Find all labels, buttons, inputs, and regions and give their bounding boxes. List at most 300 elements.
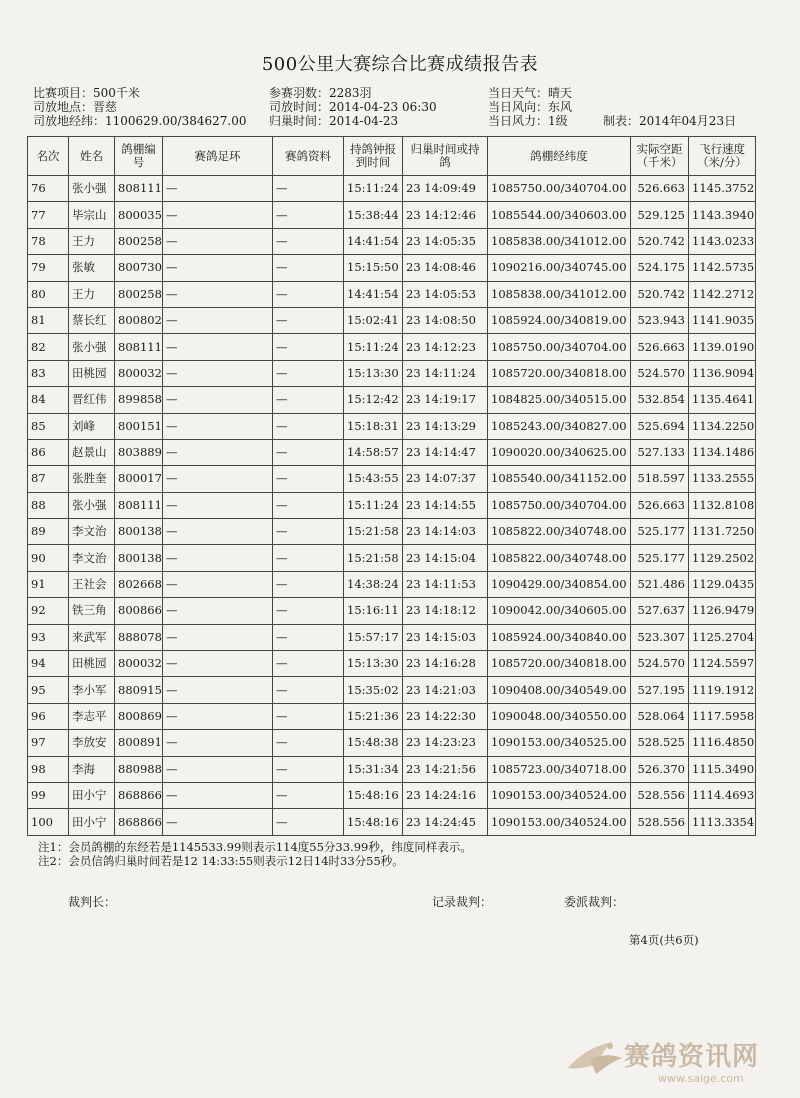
cell-loft-id: 880988 [115, 756, 163, 782]
cell-return-time: 23 14:21:56 [403, 756, 488, 782]
table-row [28, 519, 756, 545]
cell-coordinates: 1090153.00/340524.00 [488, 782, 631, 808]
table-row [28, 492, 756, 518]
cell-ring: — [163, 730, 273, 756]
cell-loft-id: 800258 [115, 281, 163, 307]
release-time: 司放时间：2014-04-23 06:30 [269, 100, 437, 114]
cell-speed: 1141.9035 [689, 307, 756, 333]
cell-rank: 79 [28, 255, 69, 281]
cell-ring: — [163, 228, 273, 254]
cell-ring: — [163, 360, 273, 386]
cell-rank: 82 [28, 334, 69, 360]
cell-coordinates: 1090408.00/340549.00 [488, 677, 631, 703]
cell-distance: 526.663 [631, 176, 689, 202]
cell-loft-id: 899858 [115, 387, 163, 413]
cell-name: 张小强 [69, 492, 115, 518]
cell-name: 王社会 [69, 571, 115, 597]
cell-name: 晋红伟 [69, 387, 115, 413]
cell-ring: — [163, 492, 273, 518]
cell-loft-id: 800258 [115, 228, 163, 254]
cell-loft-id: 808111 [115, 176, 163, 202]
results-body [28, 176, 756, 836]
cell-pigeon-info: — [273, 492, 344, 518]
watermark-url: www.saige.com [658, 1072, 744, 1085]
cell-ring: — [163, 545, 273, 571]
cell-pigeon-info: — [273, 782, 344, 808]
cell-loft-id: 802668 [115, 571, 163, 597]
cell-distance: 520.742 [631, 281, 689, 307]
cell-rank: 93 [28, 624, 69, 650]
col-clock-time: 持鸽钟报到时间 [344, 137, 403, 176]
cell-clock-time: 15:02:41 [344, 307, 403, 333]
table-row [28, 730, 756, 756]
cell-pigeon-info: — [273, 307, 344, 333]
cell-pigeon-info: — [273, 624, 344, 650]
cell-distance: 528.525 [631, 730, 689, 756]
chief-judge-label: 裁判长： [68, 895, 117, 909]
cell-return-time: 23 14:09:49 [403, 176, 488, 202]
col-distance: 实际空距（千米） [631, 137, 689, 176]
cell-clock-time: 15:11:24 [344, 176, 403, 202]
col-rank: 名次 [28, 137, 69, 176]
cell-rank: 84 [28, 387, 69, 413]
cell-clock-time: 15:38:44 [344, 202, 403, 228]
col-ring: 赛鸽足环 [163, 137, 273, 176]
cell-speed: 1136.9094 [689, 360, 756, 386]
cell-return-time: 23 14:12:46 [403, 202, 488, 228]
footnote-1: 注1：会员鸽棚的东经若是1145533.99则表示114度55分33.99秒，纬度同样表示。 [38, 840, 472, 854]
col-return-time: 归巢时间或持鸽 [403, 137, 488, 176]
table-row [28, 255, 756, 281]
cell-coordinates: 1085924.00/340819.00 [488, 307, 631, 333]
cell-name: 铁三角 [69, 598, 115, 624]
cell-ring: — [163, 782, 273, 808]
cell-distance: 527.637 [631, 598, 689, 624]
cell-coordinates: 1085822.00/340748.00 [488, 545, 631, 571]
cell-clock-time: 15:43:55 [344, 466, 403, 492]
cell-coordinates: 1090042.00/340605.00 [488, 598, 631, 624]
cell-coordinates: 1090153.00/340525.00 [488, 730, 631, 756]
cell-speed: 1131.7250 [689, 519, 756, 545]
cell-coordinates: 1085720.00/340818.00 [488, 651, 631, 677]
cell-name: 李文治 [69, 519, 115, 545]
cell-distance: 528.556 [631, 782, 689, 808]
cell-return-time: 23 14:12:23 [403, 334, 488, 360]
cell-return-time: 23 14:14:55 [403, 492, 488, 518]
table-row [28, 571, 756, 597]
cell-rank: 87 [28, 466, 69, 492]
cell-ring: — [163, 466, 273, 492]
table-row [28, 202, 756, 228]
cell-loft-id: 800151 [115, 413, 163, 439]
cell-speed: 1119.1912 [689, 677, 756, 703]
cell-rank: 80 [28, 281, 69, 307]
report-title: 500公里大赛综合比赛成绩报告表 [261, 54, 539, 75]
cell-coordinates: 1085720.00/340818.00 [488, 360, 631, 386]
cell-distance: 532.854 [631, 387, 689, 413]
cell-speed: 1143.0233 [689, 228, 756, 254]
cell-coordinates: 1085822.00/340748.00 [488, 519, 631, 545]
cell-loft-id: 800032 [115, 651, 163, 677]
cell-speed: 1125.2704 [689, 624, 756, 650]
release-location: 司放地点：晋慈 [33, 100, 118, 114]
cell-return-time: 23 14:15:03 [403, 624, 488, 650]
cell-rank: 91 [28, 571, 69, 597]
race-project: 比赛项目：500千米 [33, 86, 140, 100]
table-row [28, 307, 756, 333]
cell-speed: 1114.4693 [689, 782, 756, 808]
cell-pigeon-info: — [273, 598, 344, 624]
cell-clock-time: 15:21:36 [344, 703, 403, 729]
cell-name: 蔡长红 [69, 307, 115, 333]
table-row [28, 281, 756, 307]
table-header-row [28, 137, 756, 176]
release-coordinates: 司放地经纬：1100629.00/384627.00 [33, 114, 247, 128]
cell-ring: — [163, 413, 273, 439]
cell-rank: 76 [28, 176, 69, 202]
cell-pigeon-info: — [273, 176, 344, 202]
delegated-judge-label: 委派裁判： [564, 895, 625, 909]
cell-return-time: 23 14:07:37 [403, 466, 488, 492]
watermark-brand: 赛鸽资讯网 [624, 1042, 760, 1072]
cell-name: 田小宁 [69, 809, 115, 835]
cell-speed: 1142.5735 [689, 255, 756, 281]
cell-rank: 96 [28, 703, 69, 729]
cell-rank: 88 [28, 492, 69, 518]
cell-clock-time: 15:57:17 [344, 624, 403, 650]
race-info-row-3 [33, 114, 773, 128]
cell-distance: 524.570 [631, 360, 689, 386]
cell-distance: 524.570 [631, 651, 689, 677]
cell-return-time: 23 14:11:53 [403, 571, 488, 597]
cell-clock-time: 15:48:16 [344, 809, 403, 835]
cell-name: 田桃园 [69, 651, 115, 677]
cell-rank: 99 [28, 782, 69, 808]
col-speed: 飞行速度（米/分） [689, 137, 756, 176]
cell-loft-id: 800032 [115, 360, 163, 386]
return-date: 归巢时间：2014-04-23 [269, 114, 399, 128]
cell-pigeon-info: — [273, 703, 344, 729]
cell-coordinates: 1085243.00/340827.00 [488, 413, 631, 439]
cell-name: 张小强 [69, 334, 115, 360]
cell-pigeon-info: — [273, 571, 344, 597]
cell-coordinates: 1085924.00/340840.00 [488, 624, 631, 650]
cell-rank: 83 [28, 360, 69, 386]
cell-clock-time: 15:11:24 [344, 334, 403, 360]
cell-coordinates: 1085723.00/340718.00 [488, 756, 631, 782]
table-row [28, 756, 756, 782]
cell-pigeon-info: — [273, 255, 344, 281]
table-row [28, 387, 756, 413]
cell-coordinates: 1085838.00/341012.00 [488, 281, 631, 307]
cell-distance: 525.177 [631, 545, 689, 571]
cell-return-time: 23 14:05:35 [403, 228, 488, 254]
results-table [27, 136, 756, 836]
table-row [28, 624, 756, 650]
pigeon-logo-icon [560, 1024, 630, 1084]
cell-pigeon-info: — [273, 281, 344, 307]
cell-distance: 520.742 [631, 228, 689, 254]
cell-coordinates: 1085838.00/341012.00 [488, 228, 631, 254]
cell-coordinates: 1090048.00/340550.00 [488, 703, 631, 729]
cell-coordinates: 1085750.00/340704.00 [488, 334, 631, 360]
cell-clock-time: 15:12:42 [344, 387, 403, 413]
cell-pigeon-info: — [273, 651, 344, 677]
cell-speed: 1116.4850 [689, 730, 756, 756]
table-row [28, 598, 756, 624]
cell-clock-time: 15:48:16 [344, 782, 403, 808]
cell-loft-id: 800730 [115, 255, 163, 281]
race-info-row-2 [33, 100, 773, 114]
cell-ring: — [163, 756, 273, 782]
cell-return-time: 23 14:18:12 [403, 598, 488, 624]
table-row [28, 677, 756, 703]
cell-return-time: 23 14:24:16 [403, 782, 488, 808]
cell-coordinates: 1090020.00/340625.00 [488, 439, 631, 465]
cell-rank: 98 [28, 756, 69, 782]
cell-return-time: 23 14:08:50 [403, 307, 488, 333]
cell-rank: 77 [28, 202, 69, 228]
cell-rank: 95 [28, 677, 69, 703]
cell-pigeon-info: — [273, 756, 344, 782]
cell-distance: 526.663 [631, 492, 689, 518]
cell-ring: — [163, 334, 273, 360]
table-row [28, 651, 756, 677]
cell-ring: — [163, 255, 273, 281]
cell-return-time: 23 14:16:28 [403, 651, 488, 677]
cell-rank: 97 [28, 730, 69, 756]
cell-ring: — [163, 624, 273, 650]
cell-return-time: 23 14:14:03 [403, 519, 488, 545]
cell-speed: 1134.1486 [689, 439, 756, 465]
cell-clock-time: 15:31:34 [344, 756, 403, 782]
cell-rank: 100 [28, 809, 69, 835]
cell-clock-time: 15:16:11 [344, 598, 403, 624]
cell-clock-time: 15:21:58 [344, 519, 403, 545]
cell-name: 张敏 [69, 255, 115, 281]
cell-coordinates: 1085540.00/341152.00 [488, 466, 631, 492]
cell-pigeon-info: — [273, 519, 344, 545]
entry-count: 参赛羽数：2283羽 [269, 86, 372, 100]
cell-loft-id: 800891 [115, 730, 163, 756]
cell-ring: — [163, 598, 273, 624]
cell-speed: 1115.3490 [689, 756, 756, 782]
cell-loft-id: 888078 [115, 624, 163, 650]
cell-distance: 526.370 [631, 756, 689, 782]
cell-ring: — [163, 307, 273, 333]
cell-ring: — [163, 387, 273, 413]
cell-rank: 86 [28, 439, 69, 465]
race-info-row-1 [33, 86, 773, 100]
cell-loft-id: 868866 [115, 809, 163, 835]
cell-rank: 81 [28, 307, 69, 333]
col-loft-id: 鸽棚编号 [115, 137, 163, 176]
cell-return-time: 23 14:11:24 [403, 360, 488, 386]
weather: 当日天气：晴天 [488, 86, 573, 100]
cell-name: 毕宗山 [69, 202, 115, 228]
cell-ring: — [163, 281, 273, 307]
cell-speed: 1132.8108 [689, 492, 756, 518]
cell-loft-id: 868866 [115, 782, 163, 808]
cell-return-time: 23 14:23:23 [403, 730, 488, 756]
cell-loft-id: 800866 [115, 598, 163, 624]
cell-name: 田桃园 [69, 360, 115, 386]
wind-direction: 当日风向：东风 [488, 100, 573, 114]
cell-name: 李文治 [69, 545, 115, 571]
cell-return-time: 23 14:14:47 [403, 439, 488, 465]
table-row [28, 360, 756, 386]
cell-coordinates: 1090153.00/340524.00 [488, 809, 631, 835]
cell-pigeon-info: — [273, 387, 344, 413]
cell-loft-id: 803889 [115, 439, 163, 465]
cell-name: 李放安 [69, 730, 115, 756]
cell-ring: — [163, 176, 273, 202]
cell-speed: 1139.0190 [689, 334, 756, 360]
cell-speed: 1134.2250 [689, 413, 756, 439]
cell-rank: 90 [28, 545, 69, 571]
cell-speed: 1135.4641 [689, 387, 756, 413]
col-coordinates: 鸽棚经纬度 [488, 137, 631, 176]
cell-clock-time: 15:15:50 [344, 255, 403, 281]
cell-loft-id: 800138 [115, 519, 163, 545]
footnotes [38, 840, 472, 868]
cell-speed: 1126.9479 [689, 598, 756, 624]
cell-clock-time: 14:41:54 [344, 281, 403, 307]
page-number: 第4页(共6页) [629, 933, 699, 947]
cell-return-time: 23 14:19:17 [403, 387, 488, 413]
cell-distance: 529.125 [631, 202, 689, 228]
cell-clock-time: 15:35:02 [344, 677, 403, 703]
cell-loft-id: 808111 [115, 334, 163, 360]
cell-coordinates: 1085750.00/340704.00 [488, 492, 631, 518]
cell-clock-time: 15:48:38 [344, 730, 403, 756]
cell-speed: 1143.3940 [689, 202, 756, 228]
table-row [28, 782, 756, 808]
cell-ring: — [163, 677, 273, 703]
cell-return-time: 23 14:24:45 [403, 809, 488, 835]
col-name: 姓名 [69, 137, 115, 176]
cell-pigeon-info: — [273, 228, 344, 254]
cell-return-time: 23 14:08:46 [403, 255, 488, 281]
cell-coordinates: 1090429.00/340854.00 [488, 571, 631, 597]
cell-ring: — [163, 571, 273, 597]
cell-rank: 85 [28, 413, 69, 439]
cell-distance: 518.597 [631, 466, 689, 492]
cell-name: 田小宁 [69, 782, 115, 808]
cell-name: 赵景山 [69, 439, 115, 465]
race-info [33, 86, 773, 128]
table-row [28, 413, 756, 439]
cell-distance: 523.307 [631, 624, 689, 650]
cell-name: 张胜奎 [69, 466, 115, 492]
cell-pigeon-info: — [273, 439, 344, 465]
cell-name: 李志平 [69, 703, 115, 729]
cell-pigeon-info: — [273, 466, 344, 492]
cell-name: 李海 [69, 756, 115, 782]
cell-loft-id: 800802 [115, 307, 163, 333]
cell-distance: 525.177 [631, 519, 689, 545]
cell-pigeon-info: — [273, 334, 344, 360]
cell-loft-id: 800869 [115, 703, 163, 729]
cell-loft-id: 880915 [115, 677, 163, 703]
table-row [28, 466, 756, 492]
cell-distance: 521.486 [631, 571, 689, 597]
cell-speed: 1117.5958 [689, 703, 756, 729]
cell-distance: 523.943 [631, 307, 689, 333]
cell-return-time: 23 14:15:04 [403, 545, 488, 571]
cell-coordinates: 1084825.00/340515.00 [488, 387, 631, 413]
cell-ring: — [163, 703, 273, 729]
cell-name: 王力 [69, 281, 115, 307]
cell-clock-time: 15:13:30 [344, 651, 403, 677]
recording-judge-label: 记录裁判： [432, 895, 493, 909]
site-watermark [560, 1020, 790, 1090]
cell-speed: 1129.0435 [689, 571, 756, 597]
cell-loft-id: 808111 [115, 492, 163, 518]
cell-name: 张小强 [69, 176, 115, 202]
cell-clock-time: 14:41:54 [344, 228, 403, 254]
table-row [28, 439, 756, 465]
cell-speed: 1129.2502 [689, 545, 756, 571]
cell-clock-time: 15:18:31 [344, 413, 403, 439]
wind-force: 当日风力：1级 [488, 114, 568, 128]
table-row [28, 809, 756, 835]
cell-name: 刘峰 [69, 413, 115, 439]
cell-return-time: 23 14:13:29 [403, 413, 488, 439]
cell-pigeon-info: — [273, 545, 344, 571]
cell-speed: 1142.2712 [689, 281, 756, 307]
cell-ring: — [163, 651, 273, 677]
cell-clock-time: 14:58:57 [344, 439, 403, 465]
cell-coordinates: 1085544.00/340603.00 [488, 202, 631, 228]
cell-speed: 1124.5597 [689, 651, 756, 677]
cell-clock-time: 15:11:24 [344, 492, 403, 518]
cell-distance: 526.663 [631, 334, 689, 360]
cell-return-time: 23 14:22:30 [403, 703, 488, 729]
cell-clock-time: 15:13:30 [344, 360, 403, 386]
cell-distance: 524.175 [631, 255, 689, 281]
cell-ring: — [163, 439, 273, 465]
cell-clock-time: 15:21:58 [344, 545, 403, 571]
cell-speed: 1133.2555 [689, 466, 756, 492]
cell-distance: 527.195 [631, 677, 689, 703]
cell-speed: 1145.3752 [689, 176, 756, 202]
cell-rank: 89 [28, 519, 69, 545]
cell-loft-id: 800035 [115, 202, 163, 228]
cell-return-time: 23 14:21:03 [403, 677, 488, 703]
col-pigeon-info: 赛鸽资料 [273, 137, 344, 176]
cell-loft-id: 800138 [115, 545, 163, 571]
cell-pigeon-info: — [273, 360, 344, 386]
table-row [28, 176, 756, 202]
footnote-2: 注2：会员信鸽归巢时间若是12 14:33:55则表示12日14时33分55秒。 [38, 854, 404, 868]
cell-pigeon-info: — [273, 202, 344, 228]
table-row [28, 703, 756, 729]
cell-pigeon-info: — [273, 677, 344, 703]
cell-coordinates: 1090216.00/340745.00 [488, 255, 631, 281]
cell-ring: — [163, 809, 273, 835]
cell-ring: — [163, 202, 273, 228]
cell-return-time: 23 14:05:53 [403, 281, 488, 307]
cell-name: 来武军 [69, 624, 115, 650]
cell-rank: 94 [28, 651, 69, 677]
cell-name: 李小军 [69, 677, 115, 703]
cell-distance: 525.694 [631, 413, 689, 439]
table-row [28, 545, 756, 571]
cell-distance: 528.556 [631, 809, 689, 835]
cell-rank: 78 [28, 228, 69, 254]
cell-rank: 92 [28, 598, 69, 624]
